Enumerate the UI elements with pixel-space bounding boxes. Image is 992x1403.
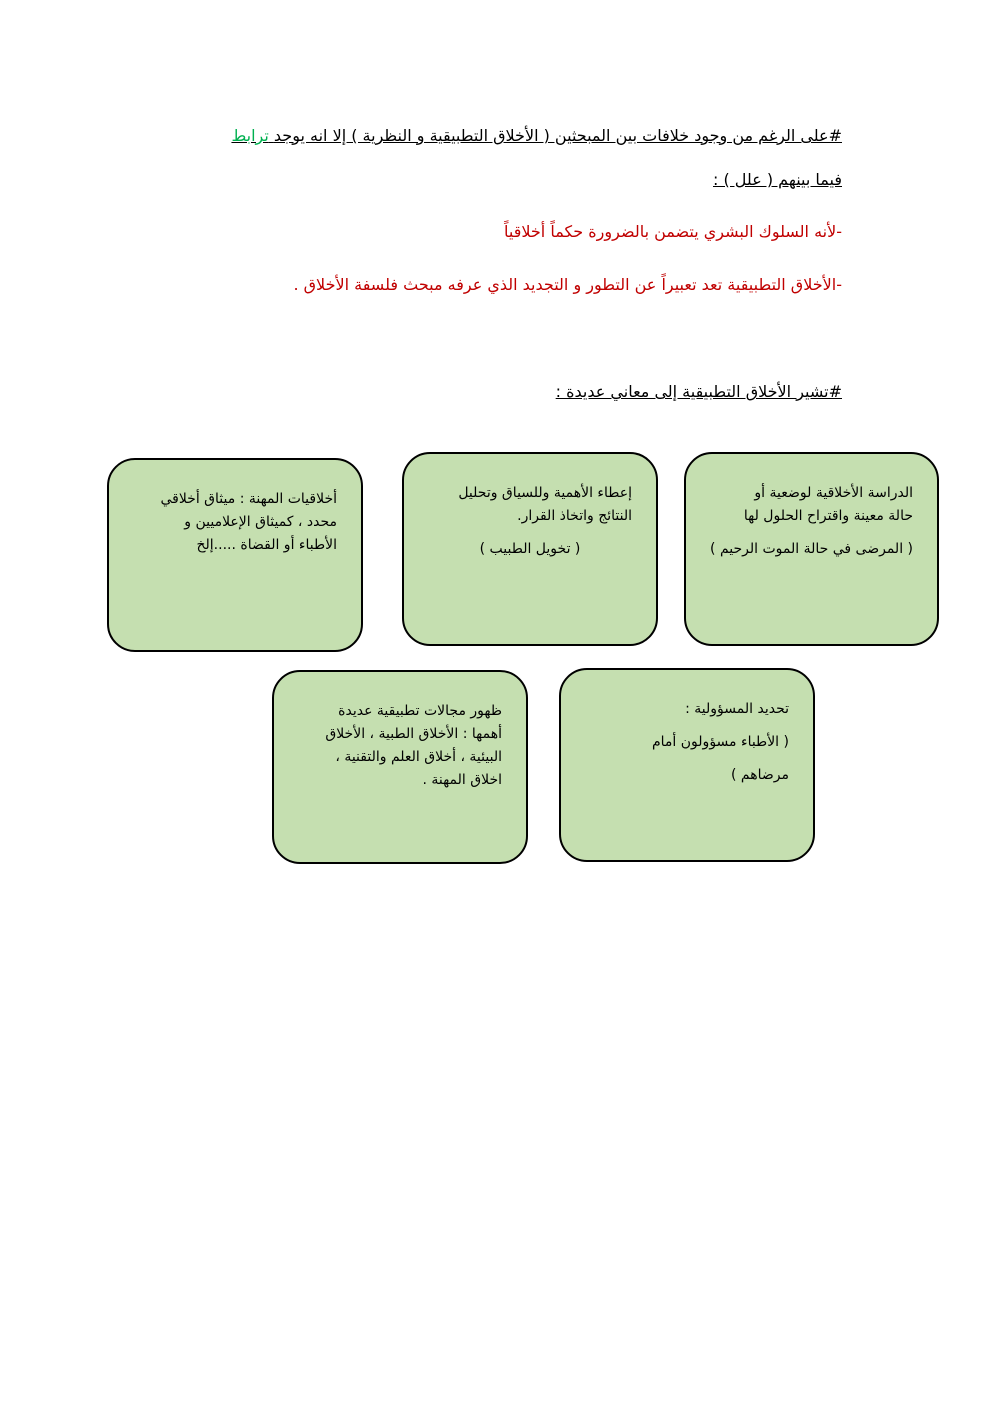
box-1-line-3: ( المرضى في حالة الموت الرحيم ) — [710, 541, 913, 558]
box-1-line-2: حالة معينة واقتراح الحلول لها — [743, 508, 913, 525]
concept-box-4 — [559, 668, 815, 862]
box-3-line-3: الأطباء أو القضاة .....إلخ — [196, 537, 337, 554]
box-4-line-2: ( الأطباء مسؤولون أمام — [652, 734, 789, 751]
box-5-line-3: البيئية ، أخلاق العلم والتقنية ، — [335, 749, 502, 766]
intro-line-1 — [142, 126, 842, 145]
box-5-line-1: ظهور مجالات تطبيقية عديدة — [338, 703, 502, 719]
box-2-line-2: النتائج واتخاذ القرار. — [517, 508, 632, 525]
box-1-line-1: الدراسة الأخلاقية لوضعية أو — [754, 485, 913, 501]
reason-1: -لأنه السلوك البشري يتضمن بالضرورة حكماً أخلاقياً — [504, 222, 842, 241]
intro-line-1-text: #على الرغم من وجود خلافات بين المبحثين ( الأخلاق التطبيقية و النظرية ) إلا انه يوجد — [273, 126, 842, 145]
intro-line-2: فيما بينهم ( علل ) : — [713, 170, 842, 189]
reason-2: -الأخلاق التطبيقية تعد تعبيراً عن التطور و التجديد الذي عرفه مبحث فلسفة الأخلاق . — [293, 275, 842, 294]
box-2-line-3: ( تخويل الطبيب ) — [479, 541, 581, 558]
section-heading: #تشير الأخلاق التطبيقية إلى معاني عديدة : — [555, 382, 842, 401]
intro-highlight-word: ترابط — [231, 126, 269, 145]
box-5-line-4: اخلاق المهنة . — [422, 772, 502, 789]
concept-box-2 — [402, 452, 658, 646]
box-3-line-2: محدد ، كميثاق الإعلاميين و — [184, 514, 337, 531]
concept-box-1 — [684, 452, 939, 646]
concept-box-3 — [107, 458, 363, 652]
box-5-line-2: أهمها : الأخلاق الطبية ، الأخلاق — [325, 726, 502, 743]
box-3-line-1: أخلاقيات المهنة : ميثاق أخلاقي — [160, 491, 337, 507]
box-4-line-1: تحديد المسؤولية : — [685, 701, 789, 717]
box-2-line-1: إعطاء الأهمية وللسياق وتحليل — [458, 485, 632, 501]
concept-box-5 — [272, 670, 528, 864]
box-4-line-3: مرضاهم ) — [731, 767, 789, 784]
